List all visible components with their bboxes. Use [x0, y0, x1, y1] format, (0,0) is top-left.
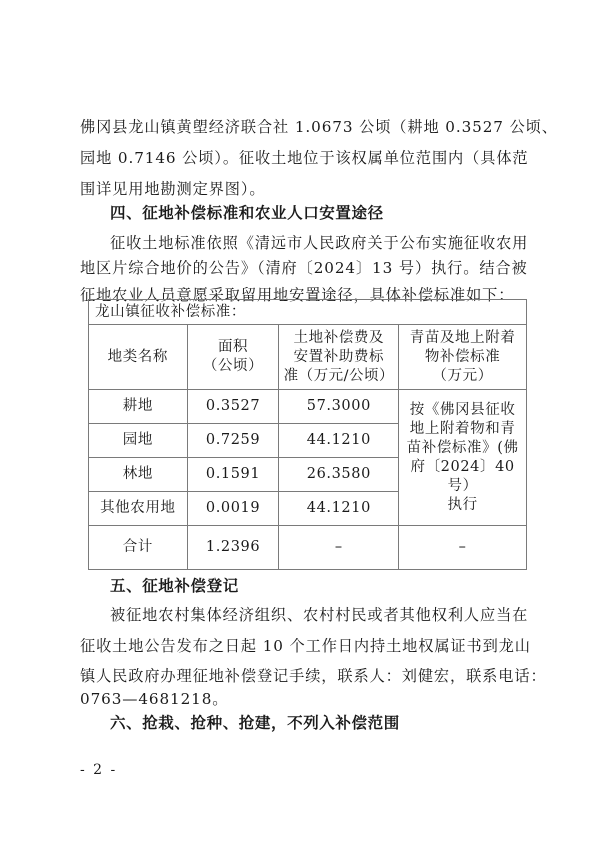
- table-caption: 龙山镇征收补偿标准：: [89, 300, 527, 325]
- cell-type: 耕地: [89, 390, 188, 424]
- header-land-line-1: 土地补偿费及: [293, 329, 385, 346]
- cell-type: 林地: [89, 458, 188, 492]
- section-5-line-2: 征收土地公告发布之日起 10 个工作日内持土地权属证书到龙山: [80, 637, 531, 655]
- cell-total-crop: –: [399, 526, 527, 570]
- section-5-line-1: 被征地农村集体经济组织、农村村民或者其他权利人应当在: [110, 606, 529, 624]
- header-crop-line-3: （万元）: [432, 367, 493, 384]
- header-area-line-2: （公顷）: [202, 358, 264, 374]
- section-5-line-3: 镇人民政府办理征地补偿登记手续，联系人：刘健宏，联系电话：: [80, 667, 547, 685]
- compensation-table: [88, 299, 527, 570]
- intro-line-1: 佛冈县龙山镇黄塱经济联合社 1.0673 公顷（耕地 0.3527 公顷、: [80, 118, 558, 136]
- intro-line-3: 围详见用地勘测定界图）。: [80, 180, 266, 198]
- section-4-line-1: 征收土地标准依照《清远市人民政府关于公布实施征收农用: [110, 234, 529, 252]
- section-4-heading: 四、征地补偿标准和农业人口安置途径: [110, 204, 384, 222]
- cell-rate: 44.1210: [279, 492, 399, 526]
- cell-area: 0.0019: [187, 492, 279, 526]
- cell-area: 0.1591: [187, 458, 279, 492]
- header-area: [187, 325, 279, 390]
- cell-type: 其他农用地: [89, 492, 188, 526]
- header-crop-line-2: 物补偿标准: [424, 348, 501, 365]
- table-total-row: [89, 526, 527, 570]
- header-land-rate: [279, 325, 399, 390]
- cell-crop-note: [399, 390, 527, 526]
- cell-total-rate: –: [279, 526, 399, 570]
- note-line-2: 地上附着物和青: [409, 420, 516, 437]
- page-number: - 2 -: [80, 762, 118, 778]
- note-line-4: 府〔2024〕40 号）: [410, 458, 515, 494]
- header-crop-line-1: 青苗及地上附着: [409, 329, 516, 346]
- section-4-line-3: 征地农业人员意愿采取留用地安置途径，具体补偿标准如下：: [80, 286, 515, 304]
- section-5-heading: 五、征地补偿登记: [110, 577, 239, 595]
- header-crop-rate: [399, 325, 527, 390]
- intro-line-2: 园地 0.7146 公顷）。征收土地位于该权属单位范围内（具体范: [80, 149, 529, 167]
- header-area-line-1: 面积: [217, 339, 249, 355]
- note-line-3: 苗补偿标准》(佛: [406, 439, 519, 456]
- table-row: [89, 390, 527, 424]
- section-4-line-2: 地区片综合地价的公告》（清府〔2024〕13 号）执行。结合被: [80, 259, 528, 277]
- header-land-line-3: 准（万元/公顷）: [283, 367, 395, 384]
- note-line-1: 按《佛冈县征收: [409, 401, 516, 418]
- note-line-5: 执行: [447, 496, 478, 513]
- header-land-line-2: 安置补助费标: [293, 348, 385, 365]
- cell-rate: 57.3000: [279, 390, 399, 424]
- section-5-line-4: 0763—4681218。: [80, 690, 229, 708]
- cell-total-area: 1.2396: [187, 526, 279, 570]
- cell-rate: 26.3580: [279, 458, 399, 492]
- header-type: 地类名称: [89, 325, 188, 390]
- table-header-row: [89, 325, 527, 390]
- cell-area: 0.7259: [187, 424, 279, 458]
- cell-rate: 44.1210: [279, 424, 399, 458]
- cell-total-label: 合计: [89, 526, 188, 570]
- section-6-heading: 六、抢栽、抢种、抢建，不列入补偿范围: [110, 714, 400, 732]
- cell-area: 0.3527: [187, 390, 279, 424]
- cell-type: 园地: [89, 424, 188, 458]
